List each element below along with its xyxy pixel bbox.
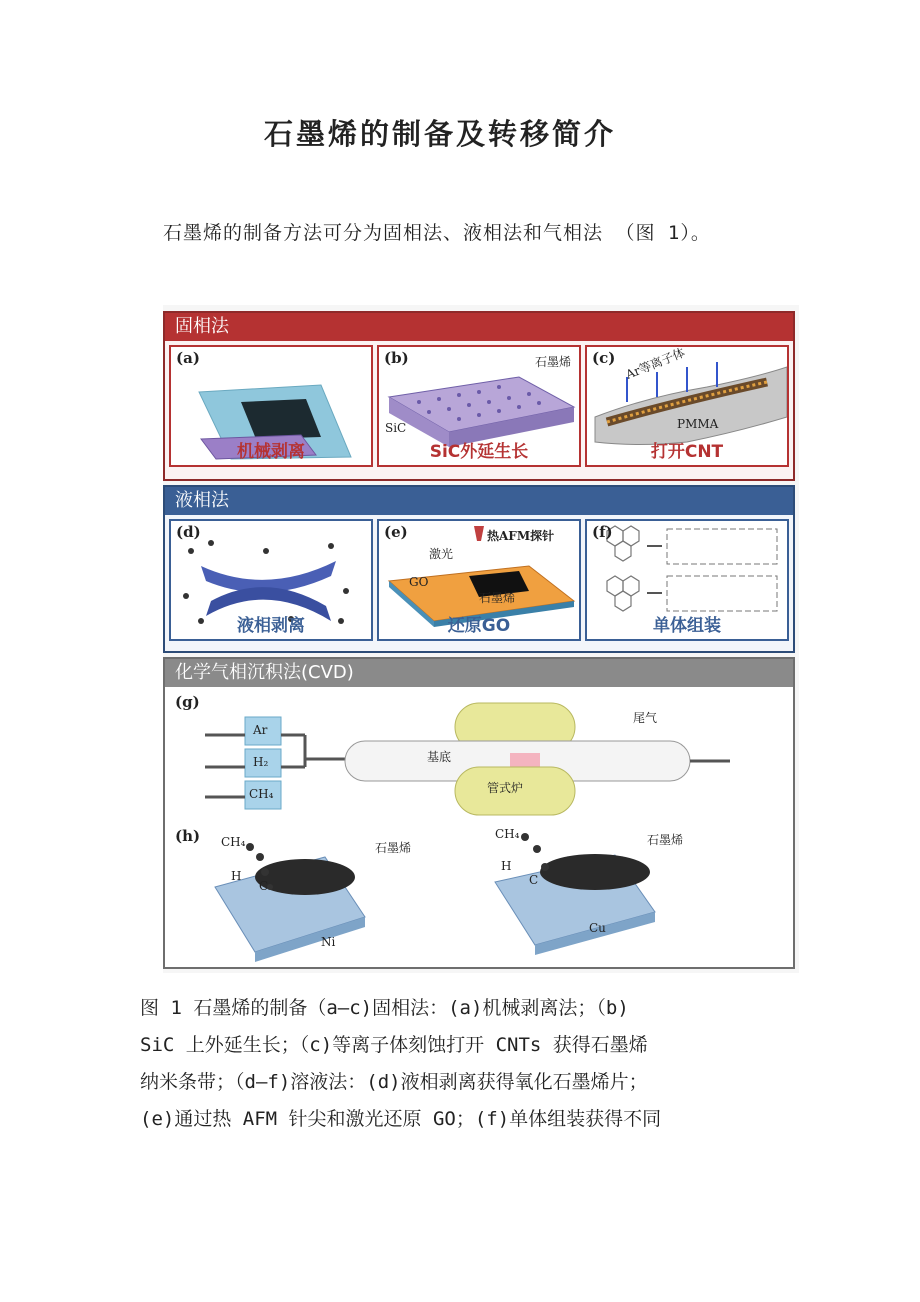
- panel-f-caption: 单体组装: [653, 616, 721, 636]
- panel-c-pmma-label: PMMA: [677, 417, 719, 431]
- panel-b-label: (b): [384, 349, 409, 367]
- panel-h-label: (h): [175, 827, 201, 845]
- right-ch4-label: CH₄: [495, 827, 520, 841]
- panel-e-laser-label: 激光: [429, 547, 454, 561]
- caption-line: 图 1 石墨烯的制备（a—c)固相法：(a)机械剥离法；（b): [140, 997, 629, 1019]
- caption-line: 纳米条带；（d—f)溶液法：(d)液相剥离获得氧化石墨烯片；: [140, 1071, 648, 1093]
- left-graphene-label: 石墨烯: [375, 841, 412, 855]
- panel-e-caption: 还原GO: [447, 616, 511, 636]
- gas-ch4-label: CH₄: [249, 787, 274, 801]
- panel-a-caption: 机械剥离: [237, 442, 305, 462]
- panel-g-label: (g): [175, 693, 200, 711]
- document-title: 石墨烯的制备及转移简介: [263, 117, 616, 151]
- panel-d-label: (d): [176, 523, 201, 541]
- intro-paragraph: 石墨烯的制备方法可分为固相法、液相法和气相法 （图 1）。: [163, 222, 711, 244]
- panel-b-graphene-label: 石墨烯: [534, 355, 571, 369]
- panel-d-caption: 液相剥离: [237, 616, 305, 636]
- caption-line: SiC 上外延生长；（c)等离子体刻蚀打开 CNTs 获得石墨烯: [140, 1034, 648, 1056]
- figure-caption: [140, 990, 790, 1138]
- right-graphene-label: 石墨烯: [647, 833, 684, 847]
- gas-h2-label: H₂: [253, 755, 269, 769]
- panel-b-sic-label: SiC: [385, 421, 407, 435]
- panel-b-caption: SiC外延生长: [429, 442, 529, 462]
- solid-phase-header: 固相法: [165, 313, 793, 341]
- caption-line: (e)通过热 AFM 针尖和激光还原 GO；(f)单体组装获得不同: [140, 1108, 662, 1130]
- substrate-label: 基底: [427, 750, 452, 764]
- panel-c-label: (c): [592, 349, 616, 367]
- panel-e-graphene-label: 石墨烯: [479, 591, 516, 605]
- panel-b: [377, 345, 581, 467]
- left-h-label: H: [231, 869, 242, 883]
- panel-c-ar-plasma-label: Ar等离子体: [623, 345, 687, 382]
- right-h-label: H: [501, 859, 512, 873]
- panel-e-afm-label: 热AFM探针: [487, 529, 555, 543]
- panel-a-label: (a): [176, 349, 200, 367]
- liquid-phase-header: 液相法: [165, 487, 793, 515]
- left-metal-label: Ni: [321, 935, 336, 949]
- panel-e: [377, 519, 581, 641]
- liquid-phase-section: [163, 485, 795, 653]
- gas-ar-label: Ar: [253, 723, 268, 737]
- panel-c-caption: 打开CNT: [650, 442, 724, 462]
- exhaust-label: 尾气: [633, 711, 658, 725]
- left-c-label: C: [259, 879, 269, 893]
- panel-a: [169, 345, 373, 467]
- panel-f-label: (f): [592, 523, 613, 541]
- furnace-label: 管式炉: [487, 781, 524, 795]
- right-metal-label: Cu: [589, 921, 606, 935]
- panel-e-go-label: GO: [409, 575, 429, 589]
- left-ch4-label: CH₄: [221, 835, 246, 849]
- panel-f: [585, 519, 789, 641]
- panel-d: [169, 519, 373, 641]
- cvd-header: 化学气相沉积法(CVD): [165, 659, 793, 687]
- solid-phase-section: [163, 311, 795, 481]
- cvd-section: [163, 657, 795, 969]
- panel-c: [585, 345, 789, 467]
- panel-e-label: (e): [384, 523, 408, 541]
- figure-1: [163, 305, 799, 973]
- right-c-label: C: [529, 873, 539, 887]
